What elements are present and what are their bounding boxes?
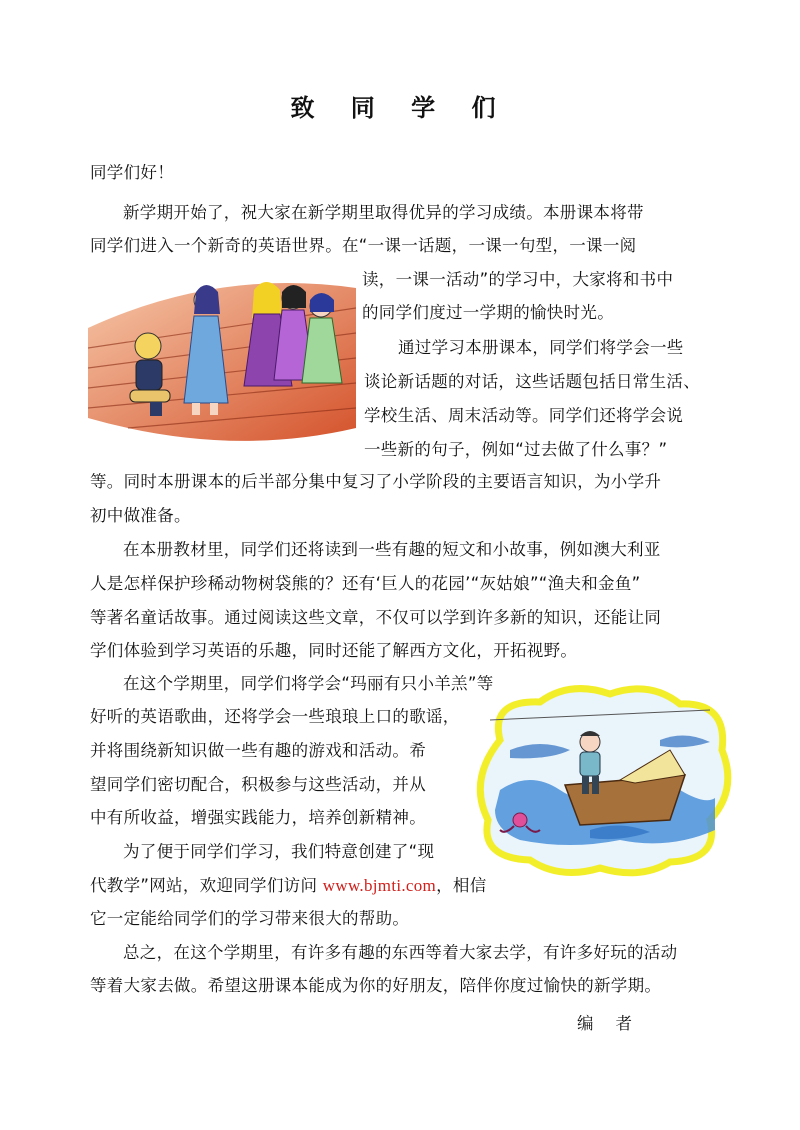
website-line: 代教学”网站，欢迎同学们访问 www.bjmti.com，相信	[90, 876, 487, 895]
text-line: 它一定能给同学们的学习带来很大的帮助。	[90, 909, 410, 928]
text-line: 一些新的句子，例如“过去做了什么事？”	[364, 440, 668, 459]
text-line: 新学期开始了，祝大家在新学期里取得优异的学习成绩。本册课本将带	[123, 203, 644, 222]
text-line: 学们体验到学习英语的乐趣，同时还能了解西方文化，开拓视野。	[90, 641, 578, 660]
text-line: 学校生活、周末活动等。同学们还将学会说	[364, 406, 684, 425]
text-line: 等着大家去做。希望这册课本能成为你的好朋友，陪伴你度过愉快的新学期。	[90, 976, 662, 995]
text-line: 读，一课一活动”的学习中，大家将和书中	[362, 270, 674, 289]
editor-signature: 编 者	[577, 1014, 632, 1033]
text-line: 在这个学期里，同学们将学会“玛丽有只小羊羔”等	[123, 674, 494, 693]
text-line: 人是怎样保护珍稀动物树袋熊的？还有‘巨人的花园’“灰姑娘”“渔夫和金鱼”	[90, 574, 641, 593]
text-line: 望同学们密切配合，积极参与这些活动，并从	[90, 775, 426, 794]
text-line: 同学们进入一个新奇的英语世界。在“一课一话题，一课一句型，一课一阅	[90, 236, 637, 255]
text-line: 总之，在这个学期里，有许多有趣的东西等着大家去学，有许多好玩的活动	[123, 943, 678, 962]
boat-cloud-illustration	[470, 680, 735, 880]
greeting: 同学们好！	[90, 163, 174, 182]
text-line: 通过学习本册课本，同学们将学会一些	[398, 338, 684, 357]
text-line: 的同学们度过一学期的愉快时光。	[362, 303, 614, 322]
text-line: 并将围绕新知识做一些有趣的游戏和活动。希	[90, 741, 426, 760]
text-line: 谈论新话题的对话，这些话题包括日常生活、	[364, 372, 700, 391]
text-line: 在本册教材里，同学们还将读到一些有趣的短文和小故事，例如澳大利亚	[123, 540, 661, 559]
website-link[interactable]: www.bjmti.com	[322, 876, 437, 895]
text-line: 等。同时本册课本的后半部分集中复习了小学阶段的主要语言知识，为小学升	[90, 472, 662, 491]
text-line: 中有所收益，增强实践能力，培养创新精神。	[90, 808, 426, 827]
text-line: 等著名童话故事。通过阅读这些文章，不仅可以学到许多新的知识，还能让同	[90, 608, 662, 627]
text-line: 初中做准备。	[90, 506, 191, 525]
text-line: 为了便于同学们学习，我们特意创建了“现	[123, 842, 435, 861]
text-line: 好听的英语歌曲，还将学会一些琅琅上口的歌谣，	[90, 707, 460, 726]
children-stage-illustration	[88, 268, 356, 448]
page-title: 致 同 学 们	[290, 94, 510, 122]
